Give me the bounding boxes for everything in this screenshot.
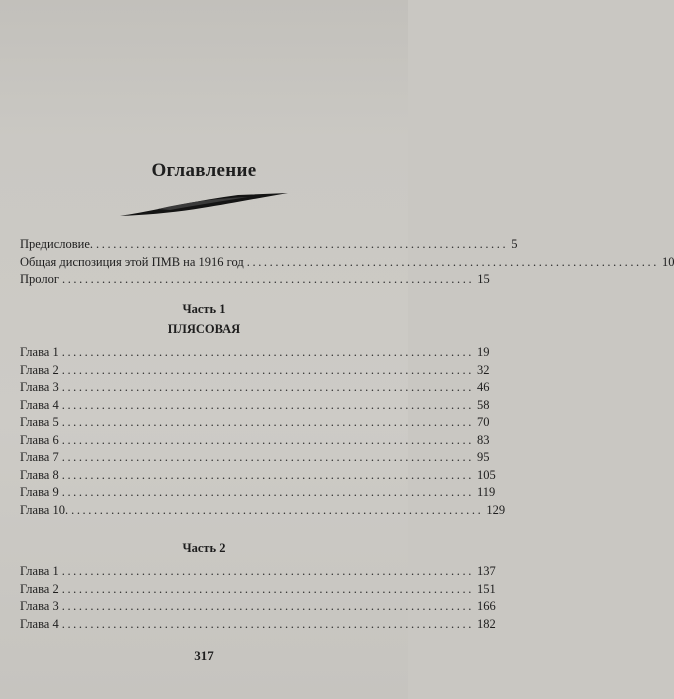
leader-dots: ........................................................................	[61, 272, 475, 286]
page-number: 317	[194, 648, 214, 663]
toc-entry-label: Глава 6	[20, 432, 59, 447]
toc-entry-chapter[interactable]	[20, 598, 496, 616]
toc-entry-label: Глава 9	[20, 485, 59, 499]
toc-entry-page: 105	[476, 467, 496, 482]
toc-entry-page: 32	[476, 362, 490, 377]
toc-entry-chapter[interactable]	[20, 563, 496, 581]
leader-dots: ........................................................................	[61, 467, 474, 482]
leader-dots: ........................................................................	[61, 432, 474, 447]
part1-chapter-list	[20, 344, 506, 519]
toc-title: Оглавление	[151, 160, 257, 181]
toc-entry-chapter[interactable]	[20, 379, 490, 397]
toc-entry-label: Глава 3	[20, 380, 59, 394]
toc-entry-chapter[interactable]	[20, 362, 490, 380]
toc-entry-chapter[interactable]	[20, 344, 490, 362]
toc-entry-label: Глава 2	[20, 362, 59, 377]
toc-entry-chapter[interactable]	[20, 616, 496, 634]
toc-entry-label: Глава 8	[20, 467, 59, 482]
toc-entry-label: Глава 4	[20, 616, 59, 631]
toc-entry-chapter[interactable]	[20, 581, 496, 599]
toc-entry-label: Глава 5	[20, 415, 59, 429]
toc-entry-page: 19	[476, 345, 490, 359]
toc-entry-chapter[interactable]	[20, 414, 490, 432]
part1-heading: Часть 1	[182, 302, 226, 316]
toc-entry-chapter[interactable]	[20, 467, 496, 485]
toc-entry-label: Глава 7	[20, 450, 59, 464]
toc-entry-chapter[interactable]	[20, 484, 496, 502]
part2-chapter-list	[20, 563, 496, 633]
toc-entry-label: Предисловие.	[20, 237, 94, 251]
toc-entry-page: 95	[476, 450, 490, 464]
toc-entry-page: 5	[511, 237, 518, 251]
leader-dots: ........................................................................	[61, 564, 474, 578]
part1-subtitle: ПЛЯСОВАЯ	[167, 322, 241, 336]
toc-entry-page: 83	[476, 432, 490, 447]
toc-entry-label: Глава 1	[20, 564, 59, 578]
toc-entry-chapter[interactable]	[20, 397, 490, 415]
toc-entry-label: Глава 4	[20, 397, 59, 412]
toc-entry-page: 70	[476, 415, 490, 429]
leader-dots: ........................................................................	[96, 237, 509, 251]
toc-entry-page: 10	[661, 254, 674, 269]
toc-entry-label: Глава 1	[20, 345, 59, 359]
toc-entry-disposition[interactable]	[20, 254, 674, 272]
toc-entry-chapter[interactable]	[20, 432, 490, 450]
leader-dots: ........................................................................	[71, 502, 484, 517]
leader-dots: ........................................................................	[61, 485, 474, 499]
leader-dots: ........................................................................	[61, 581, 474, 596]
toc-entry-chapter[interactable]	[20, 449, 490, 467]
toc-entry-page: 129	[486, 502, 506, 517]
toc-entry-label: Глава 2	[20, 581, 59, 596]
toc-entry-chapter[interactable]	[20, 502, 506, 520]
toc-entry-page: 15	[477, 272, 490, 286]
toc-entry-label: Общая диспозиция этой ПМВ на 1916 год	[20, 254, 244, 269]
toc-entry-label: Глава 3	[20, 599, 59, 613]
toc-entry-preface[interactable]	[20, 236, 518, 254]
leader-dots: ........................................................................	[61, 362, 474, 377]
toc-entry-page: 58	[476, 397, 490, 412]
leader-dots: ........................................................................	[61, 380, 474, 394]
toc-entry-page: 46	[476, 380, 490, 394]
toc-entry-page: 166	[476, 599, 496, 613]
toc-entry-label: Пролог	[20, 272, 59, 286]
toc-entry-page: 137	[476, 564, 496, 578]
leader-dots: ........................................................................	[61, 450, 474, 464]
leader-dots: ........................................................................	[61, 345, 474, 359]
toc-entry-page: 182	[476, 616, 496, 631]
leader-dots: ........................................................................	[246, 254, 659, 269]
toc-entry-prologue[interactable]	[20, 271, 490, 289]
toc-entry-page: 151	[476, 581, 496, 596]
front-matter-list	[20, 236, 674, 289]
part2-heading: Часть 2	[182, 541, 226, 555]
leader-dots: ........................................................................	[61, 415, 474, 429]
toc-entry-page: 119	[476, 485, 496, 499]
toc-entry-label: Глава 10.	[20, 502, 69, 517]
leader-dots: ........................................................................	[61, 599, 474, 613]
ornament-swoosh-icon	[118, 192, 290, 218]
leader-dots: ........................................................................	[61, 397, 474, 412]
leader-dots: ........................................................................	[61, 616, 474, 631]
